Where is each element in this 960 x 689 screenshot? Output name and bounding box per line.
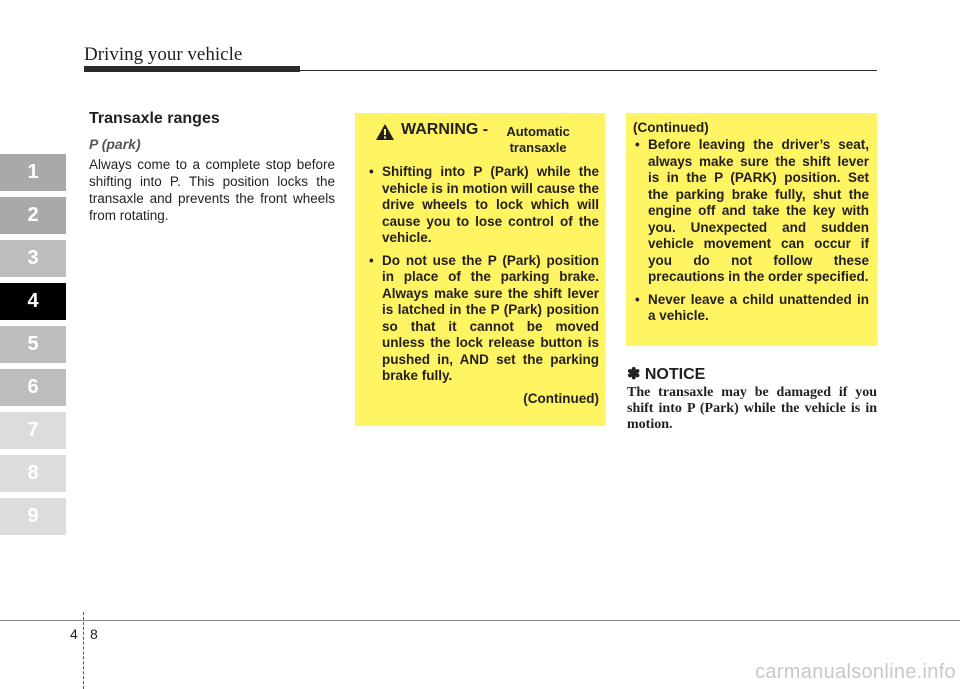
- chapter-tab-4[interactable]: 4: [0, 283, 66, 320]
- continuation-bullet: • Never leave a child unattended in a vehicle.: [633, 292, 869, 325]
- chapter-tab-9[interactable]: 9: [0, 498, 66, 535]
- subsection-title: P (park): [89, 136, 141, 152]
- chapter-tab-1[interactable]: 1: [0, 154, 66, 191]
- footer-rule: [0, 620, 960, 621]
- warning-box: [355, 113, 605, 426]
- header-rule: [300, 70, 877, 71]
- warning-bullet: • Shifting into P (Park) while the vehicle is in motion will cause the drive wheels to lock which will cause you to lose control of the vehicle.: [367, 164, 599, 247]
- chapter-tab-7[interactable]: 7: [0, 412, 66, 449]
- continuation-list: [633, 137, 869, 325]
- warning-label: WARNING -: [401, 121, 489, 138]
- page-number: 8: [90, 626, 98, 642]
- warning-list: [367, 164, 599, 385]
- notice-title: ✽ NOTICE: [627, 366, 706, 383]
- notice-text: The transaxle may be damaged if you shift into P (Park) while the vehicle is in motion.: [627, 385, 877, 432]
- footer-divider: [83, 612, 84, 689]
- warning-header: [375, 121, 599, 156]
- page-chapter-number: 4: [70, 626, 78, 642]
- chapter-tabs: [0, 154, 66, 541]
- warning-bullet: • Do not use the P (Park) position in place of the parking brake. Always make sure the shift lever is latched in the P (Park) position so that it cannot be moved unless the lock release button is pushed in, AND set the parking brake fully.: [367, 253, 599, 385]
- header-title: Driving your vehicle: [84, 44, 243, 65]
- continuation-bullet: • Before leaving the driver’s seat, always make sure the shift lever is in the P (PARK) position. Set the parking brake fully, shut the engine off and take the key with you. Unexpected and sudden vehicle movement can occur if you do not follow these precautions in the order specified.: [633, 137, 869, 286]
- chapter-tab-2[interactable]: 2: [0, 197, 66, 234]
- watermark: carmanualsonline.info: [755, 661, 956, 683]
- chapter-tab-3[interactable]: 3: [0, 240, 66, 277]
- section-column: [89, 110, 335, 224]
- section-body: Always come to a complete stop before shifting into P. This position locks the transaxle and prevents the front wheels from rotating.: [89, 157, 335, 223]
- warning-triangle-icon: [375, 123, 395, 141]
- chapter-tab-8[interactable]: 8: [0, 455, 66, 492]
- section-title: Transaxle ranges: [89, 110, 220, 127]
- continued-label: (Continued): [523, 390, 599, 406]
- chapter-tab-6[interactable]: 6: [0, 369, 66, 406]
- warning-subject: Automatic transaxle: [506, 124, 570, 155]
- continuation-label: (Continued): [633, 120, 709, 135]
- chapter-tab-5[interactable]: 5: [0, 326, 66, 363]
- continuation-box: [626, 113, 877, 346]
- header-bar: [84, 66, 300, 72]
